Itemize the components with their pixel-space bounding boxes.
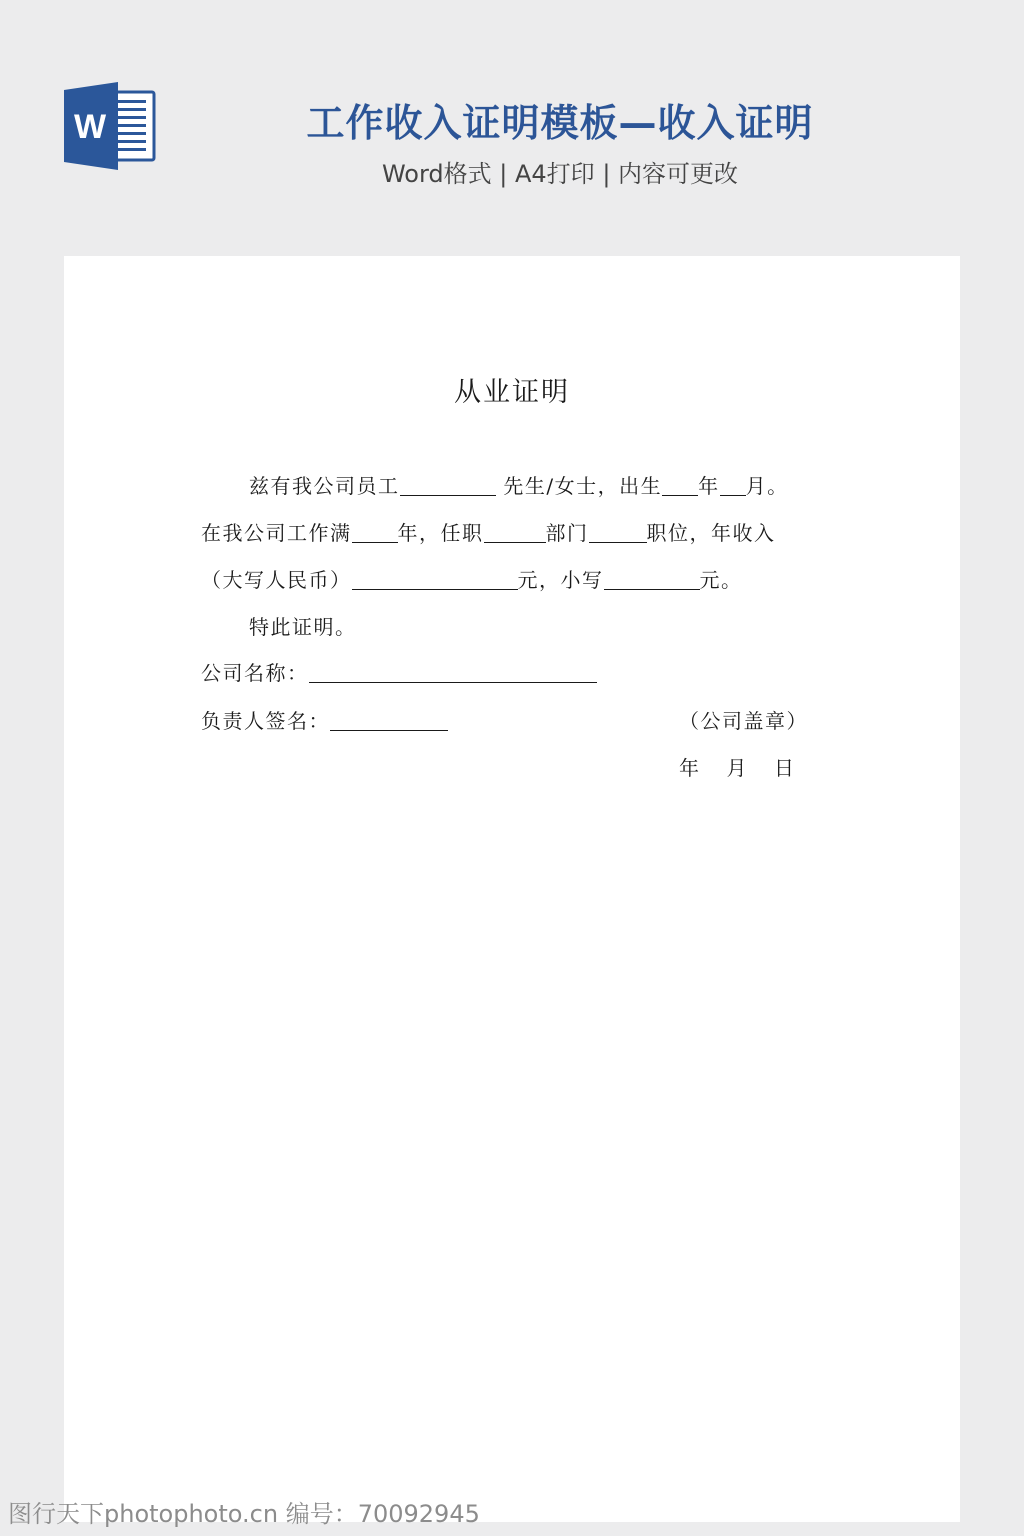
page-subtitle: Word格式 | A4打印 | 内容可更改 — [381, 160, 739, 188]
para1-text-d: 月。 — [745, 474, 789, 498]
employee-name-blank[interactable] — [400, 475, 496, 496]
signer-label: 负责人签名： — [201, 709, 330, 733]
document-page — [64, 256, 960, 1522]
paragraph-1 — [249, 470, 789, 499]
date-month-label: 月 — [726, 756, 748, 780]
document-title: 从业证明 — [454, 377, 570, 408]
date-row — [679, 752, 796, 781]
para2-text-a: 在我公司工作满 — [201, 521, 352, 545]
word-logo-icon — [64, 82, 156, 170]
page-title: 工作收入证明模板—收入证明 — [306, 101, 814, 145]
company-name-row — [201, 657, 597, 686]
birth-year-blank[interactable] — [662, 475, 698, 496]
para2-text-b: 年，任职 — [397, 521, 484, 545]
para2-text-d: 职位，年收入 — [646, 521, 776, 545]
income-numeric-blank[interactable] — [604, 569, 700, 590]
para3-text-a: （大写人民币） — [201, 568, 352, 592]
company-name-blank[interactable] — [309, 662, 597, 683]
para2-text-c: 部门 — [545, 521, 589, 545]
company-seal-label: （公司盖章） — [679, 709, 808, 733]
signer-row — [201, 705, 448, 734]
birth-month-blank[interactable] — [720, 475, 746, 496]
watermark-id: 70092945 — [357, 1500, 480, 1528]
svg-text:W: W — [73, 108, 107, 146]
company-name-label: 公司名称： — [201, 661, 309, 685]
document-body — [64, 256, 960, 1522]
position-blank[interactable] — [589, 522, 647, 543]
para1-text-c: 年 — [698, 474, 720, 498]
watermark-site: 图行天下photophoto.cn — [8, 1500, 279, 1528]
paragraph-4: 特此证明。 — [249, 615, 357, 639]
para1-text-a: 兹有我公司员工 — [249, 474, 400, 498]
watermark-id-label: 编号： — [285, 1500, 358, 1528]
paragraph-2 — [201, 517, 776, 546]
signer-blank[interactable] — [330, 710, 448, 731]
income-uppercase-blank[interactable] — [352, 569, 518, 590]
date-day-label: 日 — [774, 756, 796, 780]
department-blank[interactable] — [484, 522, 546, 543]
watermark — [8, 1494, 480, 1529]
para3-text-c: 元。 — [699, 568, 743, 592]
date-year-label: 年 — [679, 756, 701, 780]
years-worked-blank[interactable] — [352, 522, 398, 543]
para3-text-b: 元，小写 — [517, 568, 604, 592]
para1-text-b: 先生/女士，出生 — [495, 474, 663, 498]
paragraph-3 — [201, 564, 743, 593]
